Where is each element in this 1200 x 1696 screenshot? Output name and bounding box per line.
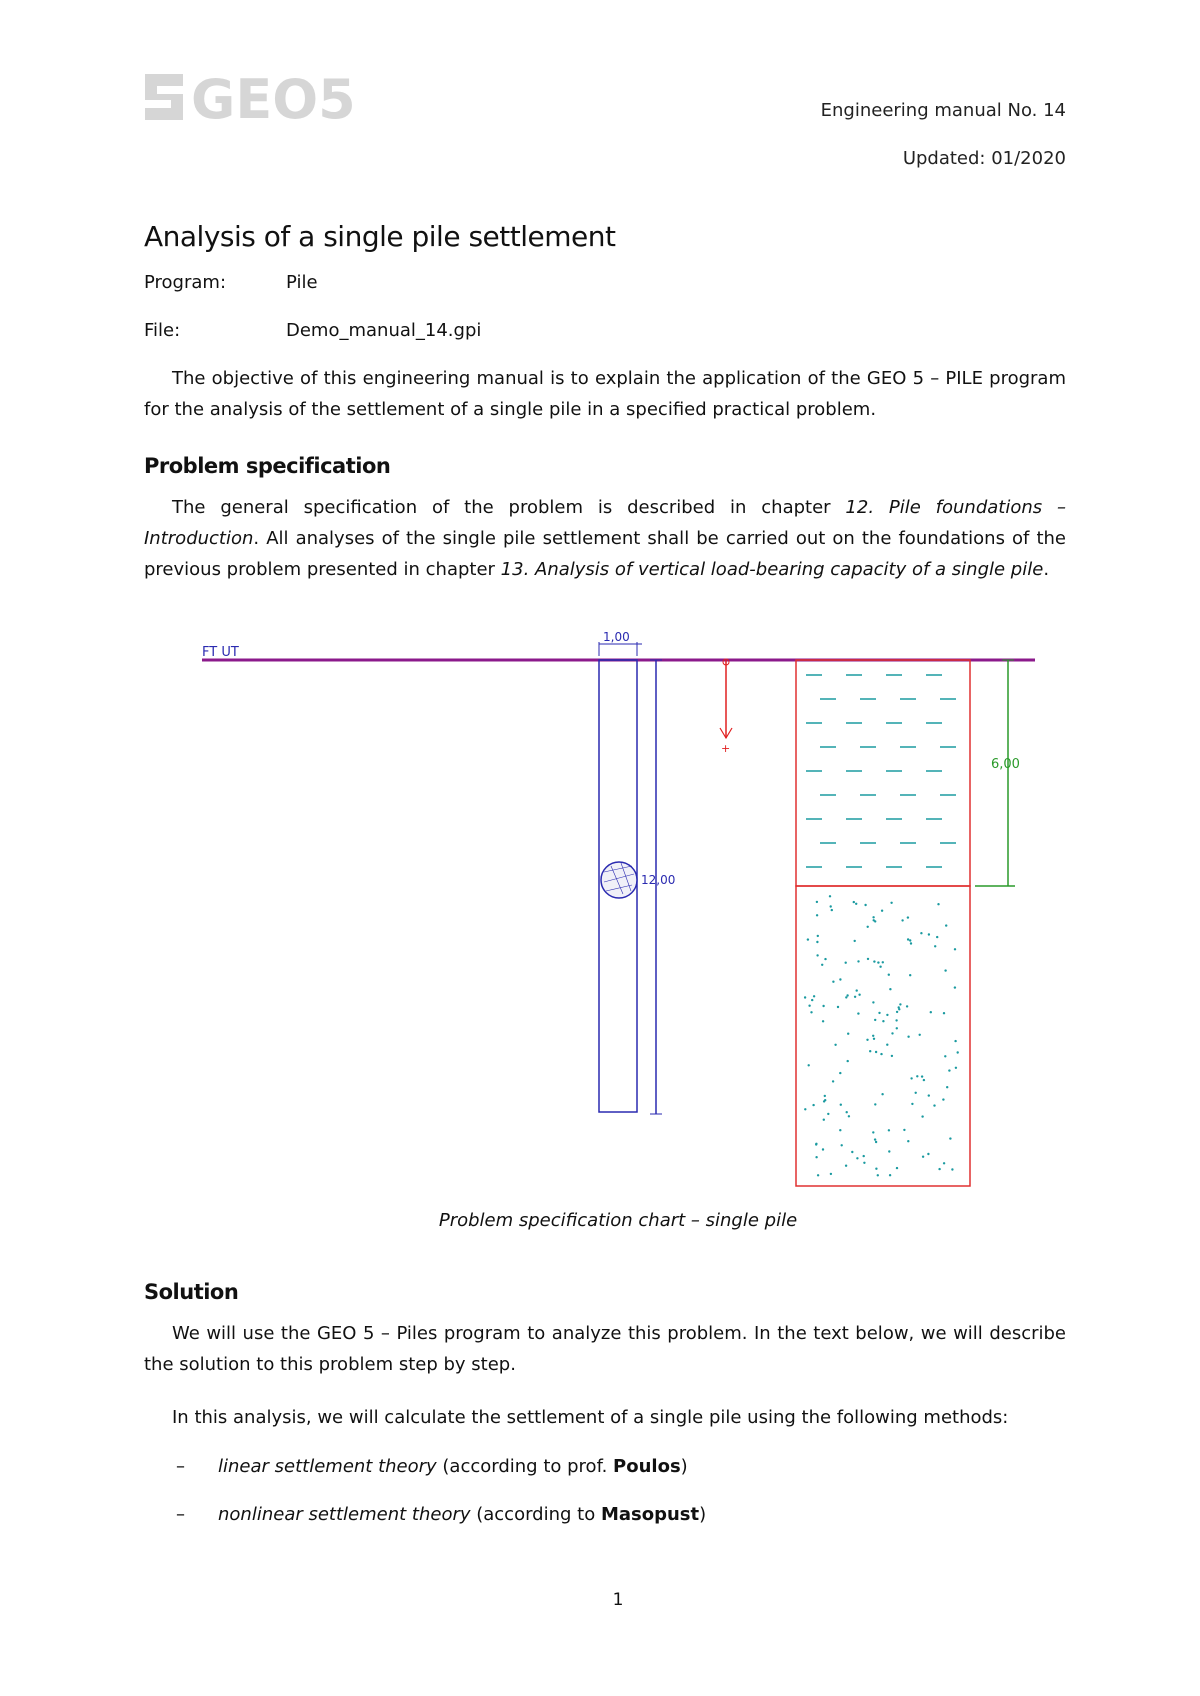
bullet-dash: –	[176, 1456, 185, 1477]
soil-layer-1	[796, 660, 970, 886]
methods-intro	[144, 1402, 1066, 1433]
problem-text-1: The general specification of the problem is described in chapter	[172, 497, 846, 518]
method-name: nonlinear settlement theory	[218, 1504, 471, 1525]
terrain-label: FT UT	[202, 645, 239, 660]
chapter-12-reference: 12. Pile foundations – Introduction	[144, 497, 1066, 549]
author-name: Poulos	[613, 1456, 681, 1477]
problem-text-2: . All analyses of the single pile settlement shall be carried out on the foundations of the previous problem presented in chapter	[144, 528, 1066, 580]
bullet-dash: –	[176, 1504, 185, 1525]
svg-text:+: +	[721, 742, 731, 755]
document-title: Analysis of a single pile settlement	[144, 220, 616, 253]
solution-heading: Solution	[144, 1280, 239, 1304]
problem-heading: Problem specification	[144, 454, 391, 478]
soil-layer-2	[796, 886, 970, 1186]
program-row	[144, 272, 318, 293]
problem-text-3: .	[1043, 559, 1050, 580]
pile-length-label: 12,00	[641, 873, 676, 887]
geo5-logo	[143, 68, 383, 128]
pile-width-label: 1,00	[603, 630, 630, 644]
author-name: Masopust	[600, 1504, 700, 1525]
method-name: linear settlement theory	[218, 1456, 437, 1477]
program-value: Pile	[286, 272, 318, 293]
logo-text: GEO5	[191, 68, 356, 128]
file-row	[144, 320, 481, 341]
layer-thickness-label: 6,00	[991, 757, 1020, 772]
updated-date: Updated: 01/2020	[902, 148, 1066, 169]
solution-paragraph	[144, 1318, 1066, 1380]
method-note: (according to prof.	[436, 1456, 614, 1477]
page-number: 1	[612, 1590, 624, 1610]
problem-specification-figure	[0, 620, 1200, 1200]
program-label: Program:	[144, 272, 227, 293]
problem-paragraph	[144, 492, 1066, 585]
intro-paragraph	[144, 363, 1066, 425]
method-note-end: )	[680, 1456, 688, 1477]
method-note-end: )	[699, 1504, 707, 1525]
file-value: Demo_manual_14.gpi	[286, 320, 482, 341]
methods-intro-text: In this analysis, we will calculate the settlement of a single pile using the following methods:	[172, 1407, 1009, 1428]
chapter-13-reference: 13. Analysis of vertical load-bearing capacity of a single pile	[500, 559, 1044, 580]
figure-caption: Problem specification chart – single pile	[438, 1210, 798, 1231]
solution-text: We will use the GEO 5 – Piles program to analyze this problem. In the text below, we will describe the solution to this problem step by step.	[144, 1323, 1066, 1375]
method-note: (according to	[470, 1504, 601, 1525]
method-item-linear	[176, 1456, 688, 1477]
clay-hatch	[806, 675, 956, 867]
manual-number: Engineering manual No. 14	[820, 100, 1066, 121]
method-item-nonlinear	[176, 1504, 706, 1525]
file-label: File:	[144, 320, 181, 341]
sand-hatch	[804, 895, 959, 1176]
intro-text: The objective of this engineering manual is to explain the application of the GEO 5 – PILE program for the analysis of the settlement of a single pile in a specified practical problem.	[144, 368, 1066, 420]
pile-cross-section-icon	[601, 862, 637, 898]
